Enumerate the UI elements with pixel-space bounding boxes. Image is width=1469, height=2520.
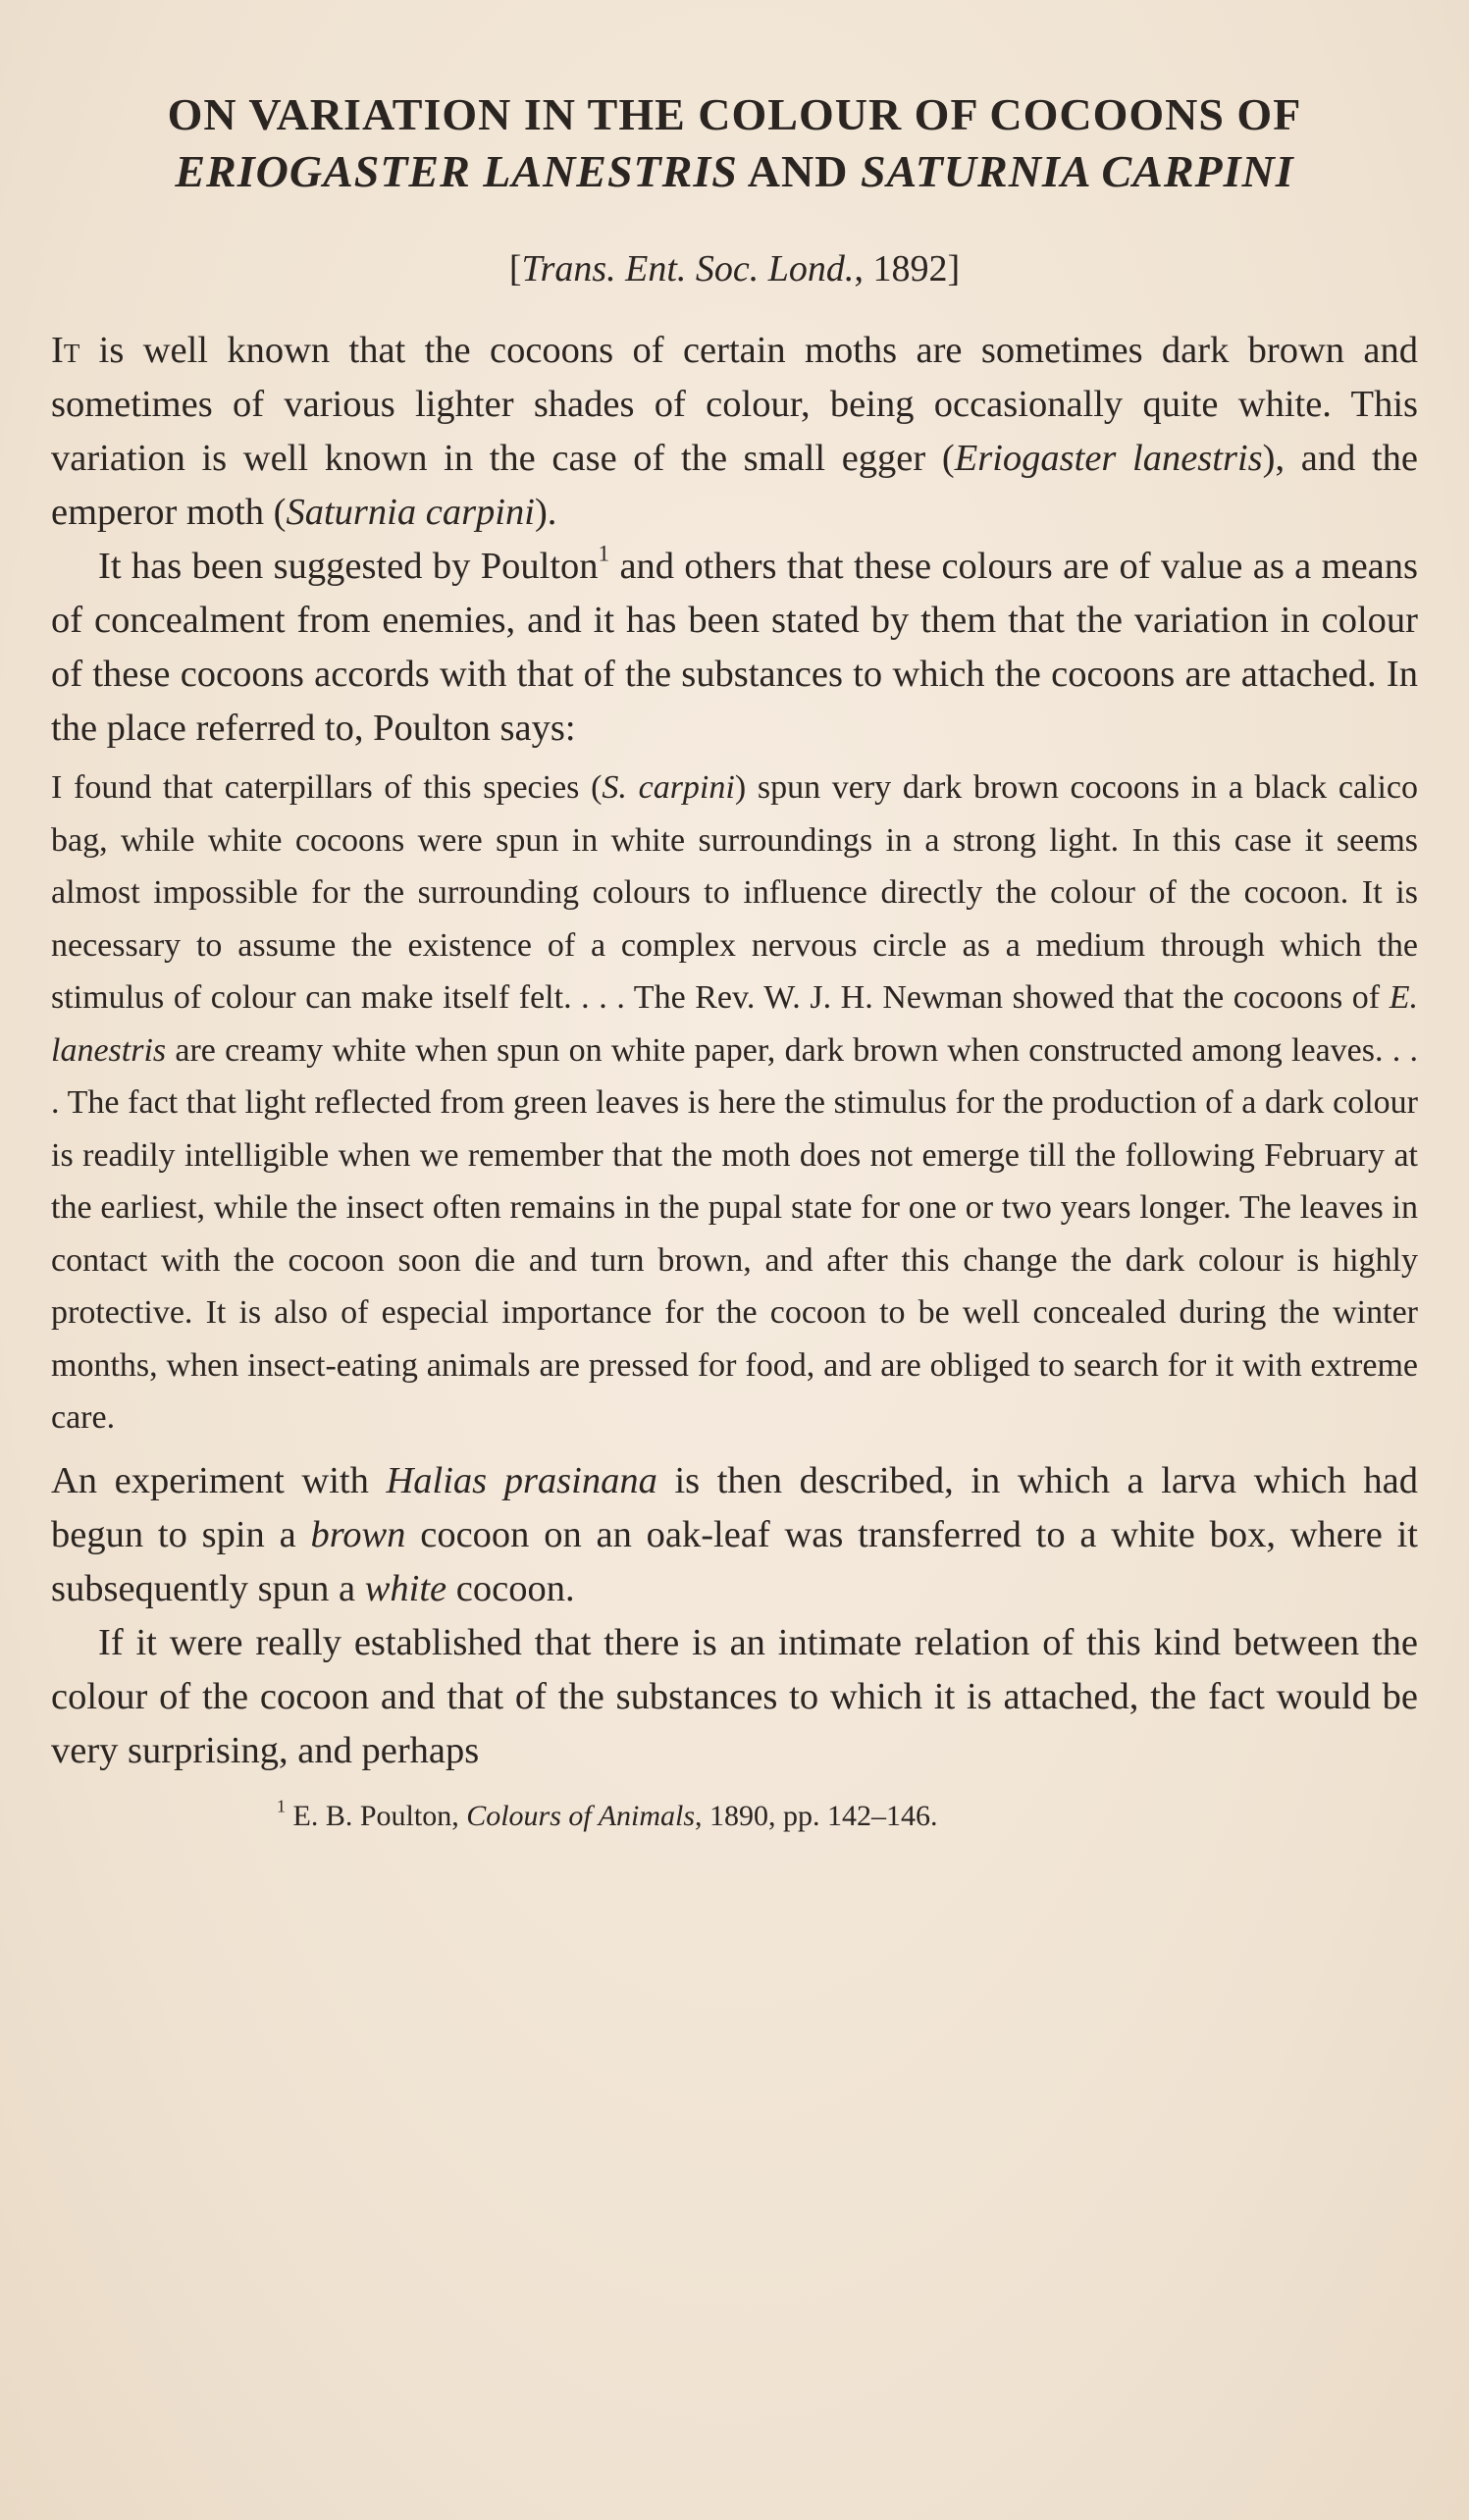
title-species-saturnia: SATURNIA CARPINI xyxy=(860,146,1294,196)
quote-text-b: ) spun very dark brown cocoons in a black calico bag, while white cocoons were spun in white surroundings in a strong light. In this case it seems almost impossible for the surrounding colours to influence directly the colour of the cocoon. It is necessary to assume the existence of a complex nervous circle as a medium through which the stimulus of colour can make itself felt. . . . The Rev. W. J. H. Newman showed that the cocoons of xyxy=(51,769,1419,1016)
paragraph-1 xyxy=(51,324,1418,540)
title-line-1: ON VARIATION IN THE COLOUR OF COCOONS OF xyxy=(167,89,1302,139)
block-quote xyxy=(51,761,1418,1444)
paragraph-3-text-b: is then described, in which a larva which had begun to spin a xyxy=(51,1459,1418,1555)
footnote-author: E. B. Poulton, xyxy=(286,1799,467,1832)
footnote xyxy=(51,1796,1418,1833)
footnote-details: , 1890, pp. 142–146. xyxy=(695,1799,938,1832)
species-eriogaster-lanestris: Eriogaster lanestris xyxy=(954,438,1263,479)
quote-species-s-carpini: S. carpini xyxy=(602,769,735,806)
page xyxy=(51,86,1418,1833)
emphasis-brown: brown xyxy=(310,1513,406,1555)
footnote-work-title: Colours of Animals xyxy=(466,1799,696,1832)
paragraph-3-text-a: An experiment with xyxy=(51,1459,387,1501)
paragraph-2-text-a: It has been suggested by Poulton xyxy=(98,546,599,587)
paragraph-2-text-b: and others that these colours are of value as a means of concealment from enemies, and it has been stated by them that the variation in colour of these cocoons accords with that of the substances to which the cocoons are attached. In the place referred to, Poulton says: xyxy=(51,546,1418,749)
footnote-mark: 1 xyxy=(277,1796,286,1815)
quote-species-e-lanestris: E. lanestris xyxy=(51,979,1418,1069)
title-and: AND xyxy=(747,146,849,196)
species-halias-prasinana: Halias prasinana xyxy=(386,1459,657,1501)
paragraph-2 xyxy=(51,540,1418,756)
quote-text-c: are creamy white when spun on white paper, dark brown when constructed among leaves. . . . The fact that light reflected from green leaves is here the stimulus for the production of a dark colour is readily intelligible when we remember that the moth does not emerge till the following February at the earliest, while the insect often remains in the pupal state for one or two years longer. The leaves in contact with the cocoon soon die and turn brown, and after this change the dark colour is highly protective. It is also of especial importance for the cocoon to be well concealed during the winter months, when insect-eating animals are pressed for food, and are obliged to search for it with extreme care. xyxy=(51,1031,1418,1436)
citation-journal: Trans. Ent. Soc. Lond. xyxy=(521,248,855,289)
paragraph-3-text-d: cocoon. xyxy=(446,1567,575,1609)
paragraph-1-text-a: is well known that the cocoons of certain moths are sometimes dark brown and sometimes of various lighter shades of colour, being occasionally quite white. This variation is well known in the case of the small egger ( xyxy=(51,330,1418,479)
paragraph-1-opening: It xyxy=(51,330,80,371)
paragraph-4 xyxy=(51,1616,1418,1778)
quote-text-a: I found that caterpillars of this species ( xyxy=(51,769,603,806)
species-saturnia-carpini: Saturnia carpini xyxy=(286,492,535,533)
citation xyxy=(51,247,1418,290)
footnote-reference[interactable]: 1 xyxy=(598,540,610,566)
paragraph-4-text: If it were really established that there is an intimate relation of this kind between the colour of the cocoon and that of the substances to which it is attached, the fact would be very surprising, and perhaps xyxy=(51,1621,1418,1771)
paragraph-3-text-c: cocoon on an oak-leaf was transferred to a white box, where it subsequently spun a xyxy=(51,1513,1418,1609)
paragraph-1-text-b: ), and the emperor moth ( xyxy=(51,438,1418,533)
title-species-eriogaster: ERIOGASTER LANESTRIS xyxy=(175,146,738,196)
page-title xyxy=(51,86,1418,200)
citation-year: , 1892] xyxy=(854,248,961,289)
paragraph-1-text-c: ). xyxy=(534,492,557,533)
citation-open-bracket: [ xyxy=(508,248,522,289)
paragraph-3 xyxy=(51,1454,1418,1616)
emphasis-white: white xyxy=(364,1567,447,1609)
